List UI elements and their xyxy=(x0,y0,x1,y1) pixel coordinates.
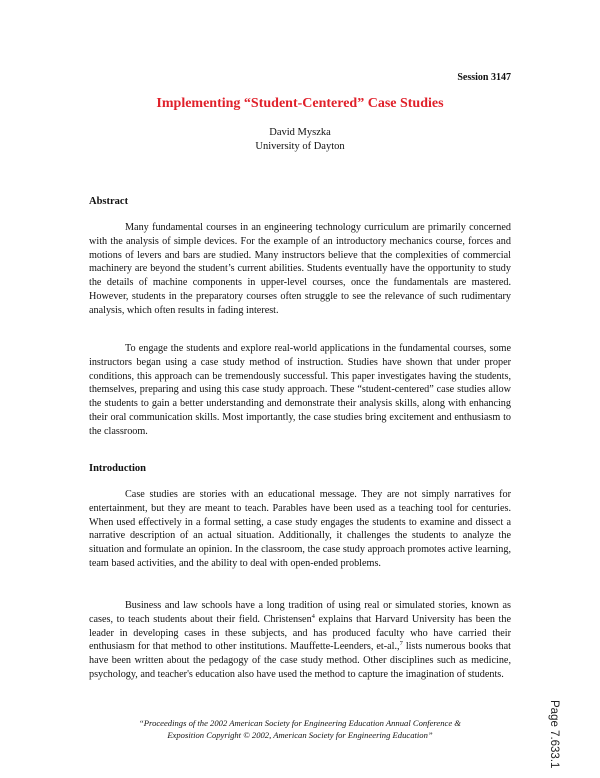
session-number: Session 3147 xyxy=(457,72,511,83)
intro-p2-text-2: explains that Harvard University has been the leader in developing cases in these subjects, and has produced faculty who have carried their enthusiasm for that method to other institutions. Mauffette-Leenders, et-al., xyxy=(89,613,511,653)
author-affiliation: University of Dayton xyxy=(255,141,345,152)
page-number-stamp: Page 7.633.1 xyxy=(548,700,560,769)
intro-p2-text-3: lists numerous books that have been written about the pedagogy of the case study method. Other disciplines such as medicine, psychology, and teacher's education also have used the method to capture the imagination of students. xyxy=(89,641,511,680)
author-name: David Myszka xyxy=(269,127,331,138)
reference-marker-4: 4 xyxy=(311,612,315,620)
introduction-paragraph-1: Case studies are stories with an educational message. They are not simply narratives for entertainment, but they are meant to teach. Parables have been used as a teaching tool for centuries. When used effectively in a formal setting, a case study engages the students to examine and dissect a narrative description of an actual situation. Additionally, it challenges the students to analyze the situation and formulate an opinion. In the classroom, the case study approach promotes active learning, team based activities, and the ability to deal with open-ended problems. xyxy=(89,489,511,569)
abstract-heading: Abstract xyxy=(89,196,129,207)
abstract-paragraph-1: Many fundamental courses in an engineering technology curriculum are primarily concerned with the analysis of simple devices. For the example of an introductory mechanics course, forces and motions of levers and bars are studied. Many instructors believe that the complexities of commercial machinery are beyond the student’s current abilities. Students eventually have the opportunity to study the details of machine components in upper-level courses, once the fundamentals are mastered. However, students in the preparatory courses often struggle to see the relevance of such rudimentary analysis, which often results in fading interest. xyxy=(89,222,511,316)
proceedings-footer xyxy=(0,717,600,741)
footer-line-2: Exposition Copyright © 2002, American Society for Engineering Education” xyxy=(167,730,433,740)
paper-title: Implementing “Student-Centered” Case Studies xyxy=(156,96,444,111)
introduction-heading: Introduction xyxy=(89,463,146,474)
intro-p2-text-1: Business and law schools have a long tradition of using real or simulated stories, known as cases, to teach students about their field. Christensen xyxy=(89,600,511,625)
abstract-paragraph-2: To engage the students and explore real-world applications in the fundamental courses, some instructors began using a case study method of instruction. Studies have shown that under proper conditions, this approach can be tremendously successful. This paper investigates having the students, themselves, preparing and using this case study approach. These “student-centered” case studies allow the students to gain a better understanding and demonstrate their analysis skills, along with enhancing their oral communication skills. Most importantly, the case studies bring excitement and enthusiasm to the classroom. xyxy=(89,343,511,437)
reference-marker-7: 7 xyxy=(399,640,403,648)
author-block xyxy=(0,126,600,154)
footer-line-1: “Proceedings of the 2002 American Society for Engineering Education Annual Conference & xyxy=(139,718,461,728)
introduction-paragraph-2 xyxy=(89,599,511,682)
